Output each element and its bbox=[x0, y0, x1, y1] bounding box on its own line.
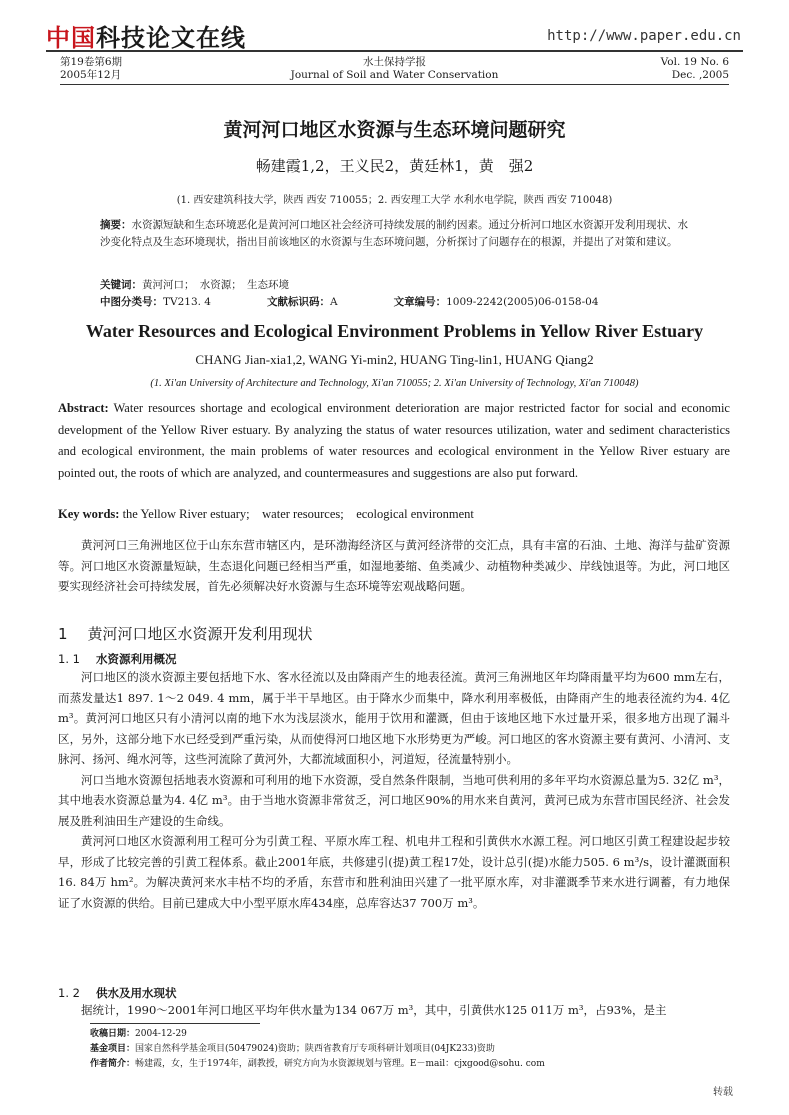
received-value: 2004-12-29 bbox=[135, 1029, 187, 1039]
reprint-mark: 转载 bbox=[713, 1087, 733, 1098]
paragraph-1: 河口地区的淡水资源主要包括地下水、客水径流以及由降雨产生的地表径流。黄河三角洲地区年均降雨量平均为600 mm左右，而蒸发量达1 897. 1～2 049. 4 mm，属于半干旱地区。由于降水少而集中，降水利用率极低，由降雨产生的地表径流约为4. 4亿 m³。黄河河口地区只有小清河以南的地下水为浅层淡水，能用于饮用和灌溉，但由于该地区地下水过量开采，很多地方出现了漏斗区，另外，这部分地下水已经受到严重污染，从而使得河口地区地下水形势更为严峻。河口地区的客水资源主要有黄河、小清河、支脉河、扬河、绳水河等，这些河流除了黄河外，大都流域面积小，河道短，径流量特别小。 bbox=[58, 670, 730, 766]
clc-label: 中图分类号： bbox=[100, 296, 163, 308]
subsection-1-2-heading bbox=[58, 985, 176, 1001]
subsection-1-2-number: 1. 2 bbox=[58, 986, 80, 1000]
author-bio-value: 畅建霞，女，生于1974年，副教授，研究方向为水资源规划与管理。E－mail：cjxgood@sohu. com bbox=[135, 1059, 545, 1069]
article-no-value: 1009-2242(2005)06-0158-04 bbox=[446, 296, 599, 308]
volume-en: Vol. 19 No. 6 bbox=[660, 56, 729, 68]
subsection-1-1-heading bbox=[58, 651, 176, 667]
paper-title-en: Water Resources and Ecological Environment Problems in Yellow River Estuary bbox=[85, 321, 704, 341]
date-cn: 2005年12月 bbox=[60, 69, 122, 81]
paragraph-4: 据统计，1990～2001年河口地区平均年供水量为134 067万 m³，其中，引黄供水125 011万 m³，占93%，是主 bbox=[81, 1003, 667, 1017]
keywords-cn-text: 黄河河口； 水资源； 生态环境 bbox=[142, 279, 289, 291]
article-no-label: 文章编号： bbox=[393, 296, 447, 308]
section-1-2-body bbox=[58, 1000, 730, 1021]
masthead-divider bbox=[46, 50, 743, 52]
paper-title-cn: 黄河河口地区水资源与生态环境问题研究 bbox=[223, 119, 566, 141]
subsection-1-1-title: 水资源利用概况 bbox=[95, 652, 177, 666]
volume-cn: 第19卷第6期 bbox=[60, 56, 123, 68]
keywords-en-text: the Yellow River estuary; water resources; ecological environment bbox=[122, 507, 474, 521]
footnote bbox=[90, 1027, 740, 1072]
section-1-1-body bbox=[58, 667, 730, 913]
paragraph-3: 黄河河口地区水资源利用工程可分为引黄工程、平原水库工程、机电井工程和引黄供水水源工程。河口地区引黄工程建设起步较早，形成了比较完善的引黄工程体系。截止2001年底，共修建引(提)黄工程17处，设计总引(提)水能力505. 6 m³/s，设计灌溉面积16. 84万 hm²。为解决黄河来水丰枯不均的矛盾，东营市和胜利油田兴建了一批平原水库，对非灌溉季节来水进行调蓄，有力地保证了水资源的供给。目前已建成大中小型平原水库434座，总库容达37 700万 m³。 bbox=[58, 834, 730, 910]
header-divider bbox=[60, 84, 729, 85]
abstract-en-text: Water resources shortage and ecological environment deterioration are major restricted factor for social and economic development of the Yellow River estuary. By analyzing the status of water resources utilization, water and sediment characteristics and ecological environment, the main problems of water resources and ecological environment in the Yellow River estuary are pointed out, the roots of which are analyzed, and countermeasures and suggestions are also put forward. bbox=[58, 401, 730, 480]
doc-code-value: A bbox=[329, 296, 338, 308]
abstract-cn-text: 水资源短缺和生态环境恶化是黄河河口地区社会经济可持续发展的制约因素。通过分析河口地区水资源开发利用现状、水沙变化特点及生态环境现状，指出目前该地区的水资源与生态环境问题，分析探讨了问题存在的根源，并提出了对策和建议。 bbox=[100, 219, 688, 248]
date-en: Dec. ,2005 bbox=[671, 69, 729, 81]
keywords-cn-label: 关键词： bbox=[100, 279, 142, 291]
section-1-heading bbox=[58, 623, 313, 644]
subsection-1-2-title: 供水及用水现状 bbox=[95, 986, 177, 1000]
keywords-cn bbox=[100, 277, 690, 294]
section-1-title: 黄河河口地区水资源开发利用现状 bbox=[87, 625, 313, 643]
affiliation-en: (1. Xi'an University of Architecture and Technology, Xi'an 710055; 2. Xi'an University of Technology, Xi'an 710048) bbox=[150, 378, 639, 389]
intro-text: 黄河河口三角洲地区位于山东东营市辖区内，是环渤海经济区与黄河经济带的交汇点，具有丰富的石油、土地、海洋与盐矿资源等。河口地区水资源量短缺，生态退化问题已经相当严重，如湿地萎缩、鱼类减少、动植物种类减少、岸线蚀退等。为此，河口地区要实现经济社会可持续发展，首先必须解决好水资源与生态环境等宏观战略问题。 bbox=[58, 538, 730, 593]
logo-black-text: 科技论文在线 bbox=[96, 24, 246, 52]
authors-cn: 畅建霞1,2，王义民2，黄廷林1，黄 强2 bbox=[255, 157, 534, 175]
paragraph-2: 河口当地水资源包括地表水资源和可利用的地下水资源，受自然条件限制，当地可供利用的多年平均水资源总量为5. 32亿 m³，其中地表水资源总量为4. 4亿 m³。由于当地水资源非常贫乏，河口地区90%的用水来自黄河，黄河已成为东营市国民经济、社会发展及胜利油田生产建设的生命线。 bbox=[58, 772, 730, 828]
received-date bbox=[90, 1027, 740, 1042]
fund-label: 基金项目： bbox=[90, 1044, 136, 1054]
doc-code-label: 文献标识码： bbox=[266, 296, 330, 308]
site-logo bbox=[46, 18, 246, 53]
intro-paragraph bbox=[58, 535, 730, 597]
keywords-en-label: Key words: bbox=[58, 507, 120, 521]
subsection-1-1-number: 1. 1 bbox=[58, 652, 80, 666]
fund-value: 国家自然科学基金项目(50479024)资助；陕西省教育厅专项科研计划项目(04JK233)资助 bbox=[135, 1044, 495, 1054]
author-bio bbox=[90, 1057, 740, 1072]
author-bio-label: 作者简介： bbox=[90, 1059, 136, 1069]
classification-line bbox=[100, 294, 690, 311]
logo-red-text: 中国 bbox=[46, 24, 96, 52]
journal-name-cn: 水土保持学报 bbox=[363, 56, 426, 68]
footnote-divider bbox=[90, 1023, 260, 1024]
abstract-en bbox=[58, 398, 730, 484]
received-label: 收稿日期： bbox=[90, 1029, 136, 1039]
journal-name-en: Journal of Soil and Water Conservation bbox=[290, 69, 499, 81]
abstract-en-label: Abstract: bbox=[58, 401, 109, 415]
clc-value: TV213. 4 bbox=[163, 296, 211, 308]
keywords-en bbox=[58, 504, 730, 522]
affiliation-cn: (1. 西安建筑科技大学，陕西 西安 710055；2. 西安理工大学 水利水电学院，陕西 西安 710048) bbox=[176, 195, 613, 206]
abstract-cn bbox=[100, 217, 690, 251]
authors-en: CHANG Jian-xia1,2, WANG Yi-min2, HUANG Ting-lin1, HUANG Qiang2 bbox=[195, 352, 594, 367]
site-url[interactable]: http://www.paper.edu.cn bbox=[547, 28, 741, 44]
section-1-number: 1 bbox=[58, 625, 68, 643]
issue-info-en bbox=[661, 56, 729, 82]
fund-info bbox=[90, 1042, 740, 1057]
abstract-cn-label: 摘要： bbox=[100, 219, 132, 231]
